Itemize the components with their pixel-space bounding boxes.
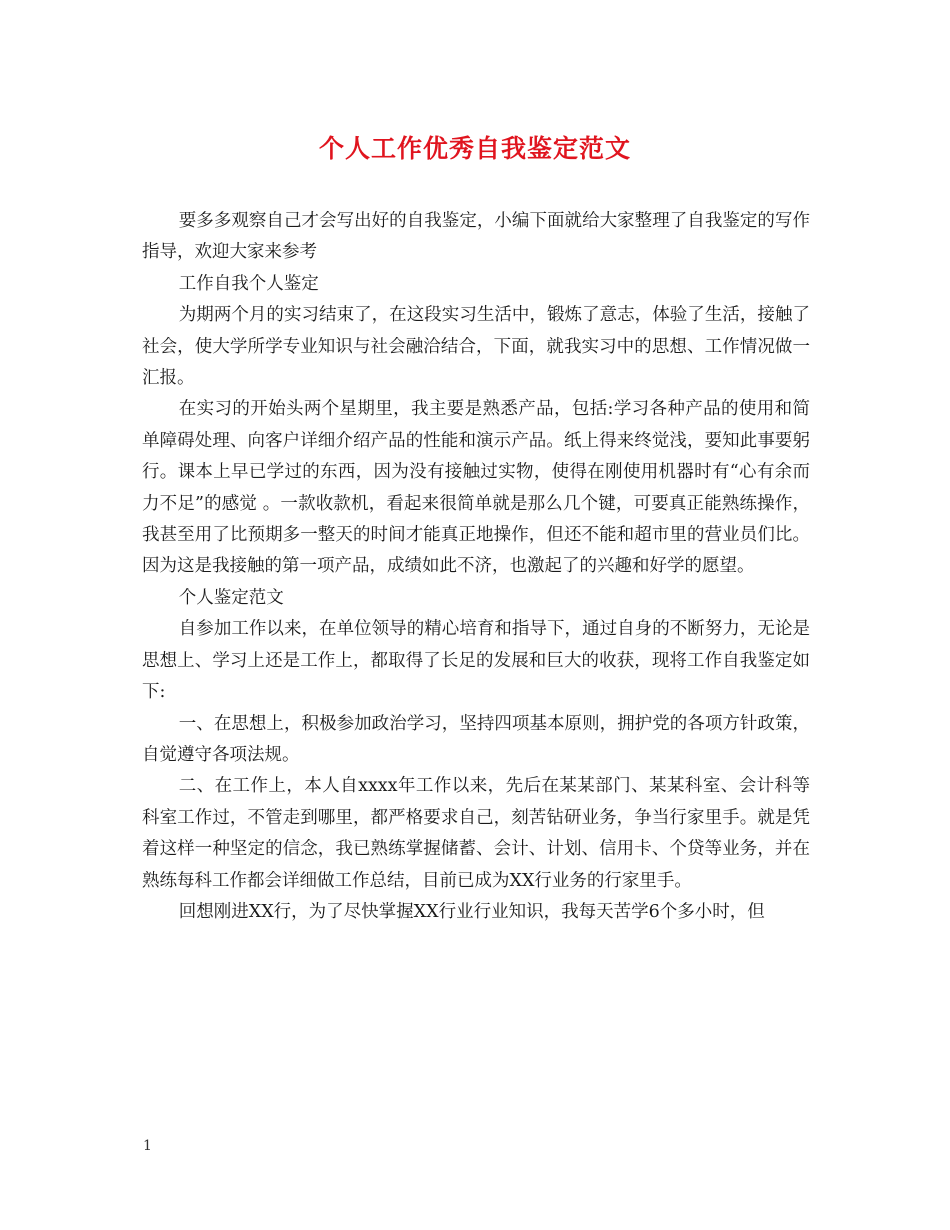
paragraph-internship-summary: 为期两个月的实习结束了，在这段实习生活中，锻炼了意志，体验了生活，接触了社会，使大学所学专业知识与社会融洽结合，下面，就我实习中的思想、工作情况做一汇报。 [142, 305, 810, 389]
page-number: 1 [143, 1138, 152, 1154]
paragraph-intro: 要多多观察自己才会写出好的自我鉴定，小编下面就给大家整理了自我鉴定的写作指导，欢迎大家来参考 [142, 211, 810, 263]
paragraph-ideology: 一、在思想上，积极参加政治学习，坚持四项基本原则，拥护党的各项方针政策，自觉遵守各项法规。 [142, 713, 810, 765]
paragraph-work: 二、在工作上，本人自xxxx年工作以来，先后在某某部门、某某科室、会计科等科室工作过，不管走到哪里，都严格要求自己，刻苦钻研业务，争当行家里手。就是凭着这样一种坚定的信念，我已熟练掌握储蓄、会计、计划、信用卡、个贷等业务，并在熟练每科工作都会详细做工作总结，目前已成为XX行业务的行家里手。 [142, 776, 810, 891]
document-title: 个人工作优秀自我鉴定范文 [318, 134, 631, 163]
heading-work-self-appraisal: 工作自我个人鉴定 [178, 273, 319, 294]
paragraph-recall: 回想刚进XX行，为了尽快掌握XX行业行业知识，我每天苦学6个多小时，但 [178, 901, 765, 922]
heading-personal-appraisal-sample: 个人鉴定范文 [178, 587, 284, 608]
paragraph-first-weeks: 在实习的开始头两个星期里，我主要是熟悉产品，包括:学习各种产品的使用和简单障碍处理、向客户详细介绍产品的性能和演示产品。纸上得来终觉浅，要知此事要躬行。课本上早已学过的东西，因为没有接触过实物，使得在刚使用机器时有“心有余而力不足”的感觉 。一款收款机，看起来很简单就是那么几个键，可要真正能熟练操作，我甚至用了比预期多一整天的时间才能真正地操作，但还不能和超市里的营业员们比。因为这是我接触的第一项产品，成绩如此不济，也激起了的兴趣和好学的愿望。 [142, 399, 810, 577]
paragraph-since-joining: 自参加工作以来，在单位领导的精心培育和指导下，通过自身的不断努力，无论是思想上、学习上还是工作上，都取得了长足的发展和巨大的收获，现将工作自我鉴定如下: [142, 619, 810, 703]
document-body [142, 206, 810, 928]
